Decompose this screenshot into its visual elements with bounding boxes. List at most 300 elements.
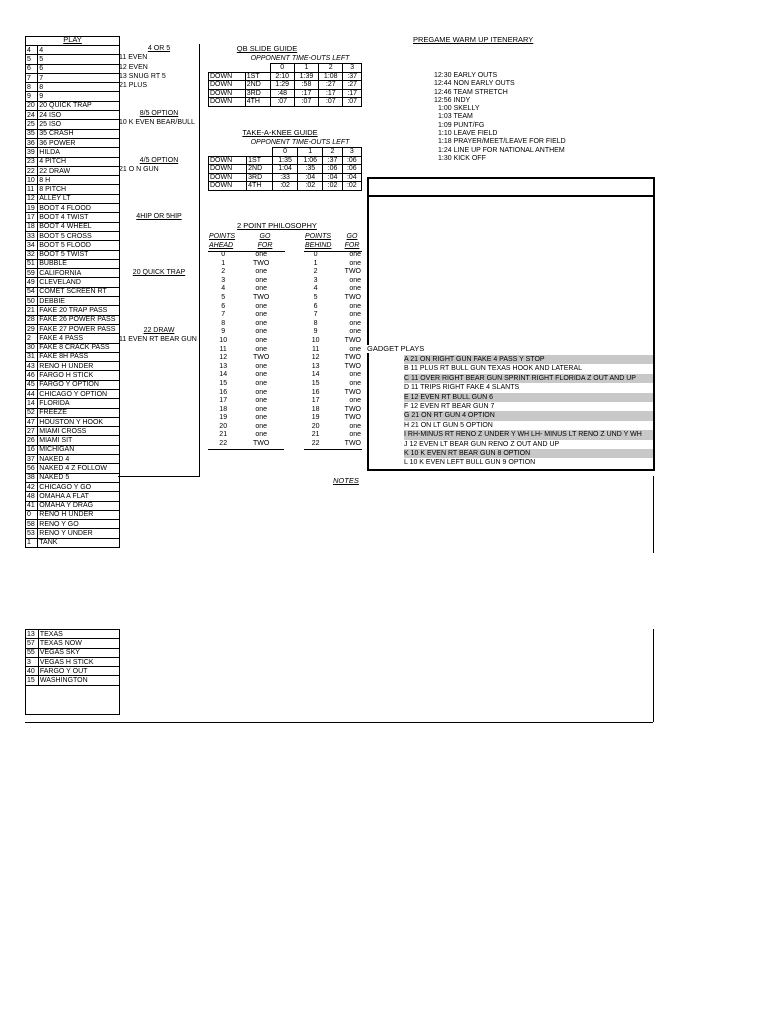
play-number: 59	[26, 269, 38, 278]
points-value: 3	[221, 276, 226, 284]
points-value: 17	[219, 397, 228, 405]
formation-item: 12 EVEN	[119, 63, 148, 71]
play-row	[26, 473, 120, 482]
timeouts-column-head: 0	[270, 64, 294, 73]
go-for-value: one	[349, 379, 361, 387]
time-cell: :27	[343, 81, 362, 90]
play-name: FAKE 27 POWER PASS	[38, 324, 120, 333]
play-row	[26, 278, 120, 287]
timeouts-column-head: 0	[272, 148, 297, 157]
down-label: DOWN	[209, 173, 247, 182]
schedule-item: 1:30 KICK OFF	[438, 154, 486, 162]
two-point-row	[304, 303, 362, 312]
schedule-item: 12:44 NON EARLY OUTS	[434, 80, 515, 88]
points-value: 7	[313, 311, 318, 319]
play-row	[26, 436, 120, 445]
play-row	[26, 417, 120, 426]
play-row	[26, 667, 120, 676]
group-heading-20-quick-trap: 20 QUICK TRAP	[132, 269, 186, 276]
time-cell: 1:29	[270, 81, 294, 90]
time-cell: :02	[298, 182, 323, 191]
play-row	[26, 83, 120, 92]
points-value: 8	[313, 319, 318, 327]
play-number: 12	[26, 194, 38, 203]
play-name: FARGO H STICK	[38, 371, 120, 380]
formation-item: 21 O N GUN	[119, 166, 159, 174]
play-number: 21	[26, 306, 38, 315]
play-number: 7	[26, 73, 38, 82]
play-name: 9	[38, 92, 120, 101]
play-row	[26, 138, 120, 147]
play-row	[26, 352, 120, 361]
go-for-value: one	[349, 251, 361, 258]
play-name: CHICAGO Y GO	[38, 482, 120, 491]
play-row	[26, 55, 120, 64]
go-for-value: one	[255, 422, 268, 430]
play-number: 37	[26, 455, 38, 464]
play-header: PLAY	[63, 35, 82, 44]
lower-region-line-bottom	[25, 722, 653, 723]
play-number: 29	[26, 324, 38, 333]
points-value: 9	[313, 328, 318, 336]
play-name: MICHIGAN	[38, 445, 120, 454]
timeouts-column-head: 3	[342, 148, 361, 157]
play-number: 2	[26, 334, 38, 343]
two-point-ahead-points-head: POINTS	[209, 233, 236, 240]
play-name: FAKE 26 POWER PASS	[38, 315, 120, 324]
points-value: 18	[219, 405, 228, 413]
play-row	[26, 520, 120, 529]
play-row	[26, 148, 120, 157]
points-value: 1	[313, 259, 318, 267]
notes-border	[118, 476, 654, 553]
go-for-value: TWO	[344, 336, 361, 344]
go-for-value: TWO	[344, 293, 361, 301]
play-name: CLEVELAND	[38, 278, 120, 287]
play-row	[26, 371, 120, 380]
down-number: 4TH	[245, 98, 270, 107]
play-row	[26, 73, 120, 82]
play-row	[26, 630, 120, 639]
formation-item: 13 SNUG RT 5	[119, 72, 166, 80]
two-point-row	[304, 363, 362, 372]
play-row	[26, 343, 120, 352]
play-row	[26, 287, 120, 296]
play-row	[26, 399, 120, 408]
two-point-row	[208, 277, 284, 286]
play-row	[26, 185, 120, 194]
play-number: 46	[26, 371, 38, 380]
points-value: 10	[219, 336, 228, 344]
play-name: BOOT 4 FLOOD	[38, 204, 120, 213]
play-number: 58	[26, 520, 38, 529]
play-name: BUBBLE	[38, 259, 120, 268]
go-for-value: one	[255, 302, 268, 310]
points-value: 15	[311, 379, 320, 387]
play-number: 48	[26, 492, 38, 501]
go-for-value: one	[349, 422, 361, 430]
points-value: 20	[219, 422, 228, 430]
play-name: RENO H UNDER	[38, 362, 120, 371]
play-row	[26, 482, 120, 491]
play-name: ALLEY LT	[38, 194, 120, 203]
play-row	[26, 176, 120, 185]
grid-row	[209, 173, 362, 182]
play-row	[26, 510, 120, 519]
gadget-list	[404, 355, 653, 468]
pregame-schedule	[434, 72, 566, 163]
points-value: 11	[311, 345, 320, 353]
play-row	[26, 213, 120, 222]
play-number: 52	[26, 408, 38, 417]
play-name: 4	[38, 46, 120, 55]
two-point-row	[208, 294, 284, 303]
go-for-value: TWO	[344, 414, 361, 422]
points-value: 0	[313, 251, 318, 258]
grid-row	[209, 72, 362, 81]
grid-row	[209, 156, 362, 165]
two-point-row	[208, 311, 284, 320]
play-name: MIAMI SIT	[38, 436, 120, 445]
two-point-row	[304, 423, 362, 432]
play-name: FARGO Y OUT	[38, 667, 119, 676]
two-point-row	[208, 260, 284, 269]
play-number: 9	[26, 92, 38, 101]
gadget-play: K 10 K EVEN RT BEAR GUN 8 OPTION	[404, 449, 653, 458]
play-number: 31	[26, 352, 38, 361]
go-for-value: TWO	[344, 440, 361, 448]
time-cell: :33	[272, 173, 297, 182]
time-cell: :58	[294, 81, 318, 90]
two-point-row	[304, 397, 362, 406]
time-cell: :37	[343, 72, 362, 81]
play-name: VEGAS SKY	[38, 648, 119, 657]
points-value: 5	[313, 293, 318, 301]
two-point-row	[208, 328, 284, 337]
play-row	[26, 639, 120, 648]
two-point-row	[304, 431, 362, 440]
play-name: BOOT 5 FLOOD	[38, 241, 120, 250]
points-value: 2	[221, 268, 226, 276]
schedule-item: 1:24 LINE UP FOR NATIONAL ANTHEM	[438, 146, 565, 154]
play-name: HILDA	[38, 148, 120, 157]
time-cell: :17	[319, 89, 343, 98]
play-name: BOOT 4 WHEEL	[38, 222, 120, 231]
thick-box-top	[367, 177, 655, 197]
points-value: 4	[313, 285, 318, 293]
points-value: 2	[313, 268, 318, 276]
two-point-row	[304, 414, 362, 423]
play-number: 44	[26, 389, 38, 398]
play-name: 22 DRAW	[38, 166, 120, 175]
points-value: 16	[219, 388, 228, 396]
time-cell: :35	[298, 165, 323, 174]
time-cell: 2:10	[270, 72, 294, 81]
play-row	[26, 222, 120, 231]
play-number: 3	[26, 657, 39, 666]
go-for-value: one	[255, 379, 268, 387]
play-number: 19	[26, 204, 38, 213]
schedule-item: 1:18 PRAYER/MEET/LEAVE FOR FIELD	[438, 138, 566, 146]
two-point-row	[208, 371, 284, 380]
play-number: 41	[26, 501, 38, 510]
play-row	[26, 111, 120, 120]
gadget-play: H 21 ON LT GUN 5 OPTION	[404, 421, 493, 429]
timeouts-column-head: 3	[343, 64, 362, 73]
play-name: 25 ISO	[38, 120, 120, 129]
time-cell: :04	[323, 173, 342, 182]
points-value: 13	[219, 362, 228, 370]
go-for-value: one	[255, 276, 268, 284]
play-row	[26, 297, 120, 306]
go-for-value: one	[255, 251, 268, 258]
play-number: 16	[26, 445, 38, 454]
two-point-ahead-table	[208, 251, 284, 450]
play-name: RENO Y UNDER	[38, 529, 120, 538]
formation-item: 11 EVEN RT BEAR GUN	[119, 336, 197, 344]
down-label: DOWN	[209, 182, 247, 191]
points-value: 7	[221, 311, 226, 319]
points-value: 13	[311, 362, 320, 370]
play-row	[26, 657, 120, 666]
play-name: TEXAS	[38, 630, 119, 639]
go-for-value: one	[349, 397, 361, 405]
gadget-title: GADGET PLAYS	[367, 344, 425, 353]
two-point-row	[304, 320, 362, 329]
go-for-value: one	[349, 319, 361, 327]
grid-row	[209, 182, 362, 191]
play-number: 4	[26, 46, 38, 55]
grid-row	[209, 89, 362, 98]
take-knee-subtitle: OPPONENT TIME-OUTS LEFT	[250, 139, 350, 146]
grid-row	[209, 81, 362, 90]
two-point-row	[304, 285, 362, 294]
time-cell: :48	[270, 89, 294, 98]
down-number: 3RD	[245, 89, 270, 98]
time-cell: 1:04	[272, 165, 297, 174]
down-label: DOWN	[209, 98, 246, 107]
play-row	[26, 315, 120, 324]
go-for-value: TWO	[253, 440, 270, 448]
gadget-play: F 12 EVEN RT BEAR GUN 7	[404, 402, 495, 410]
grid-header-row	[209, 148, 362, 157]
go-for-value: TWO	[253, 259, 270, 267]
play-number: 11	[26, 185, 38, 194]
play-number: 45	[26, 380, 38, 389]
time-cell: :06	[323, 165, 342, 174]
play-name: FLORIDA	[38, 399, 120, 408]
go-for-value: one	[349, 302, 361, 310]
play-number: 10	[26, 176, 38, 185]
time-cell: 1:39	[294, 72, 318, 81]
down-number: 1ST	[245, 72, 270, 81]
two-point-for-head-2: FOR	[344, 242, 360, 249]
pregame-title: PREGAME WARM UP ITENERARY	[413, 35, 534, 44]
two-point-row	[208, 251, 284, 260]
schedule-item: 1:10 LEAVE FIELD	[438, 130, 498, 138]
two-point-row	[208, 285, 284, 294]
play-name: FAKE 8 CRACK PASS	[38, 343, 120, 352]
grid-row	[209, 165, 362, 174]
two-point-row	[208, 380, 284, 389]
two-point-row	[208, 346, 284, 355]
two-point-row	[304, 354, 362, 363]
play-name: BOOT 5 CROSS	[38, 231, 120, 240]
two-point-row	[304, 260, 362, 269]
group-heading-22-draw: 22 DRAW	[143, 327, 175, 334]
play-row	[26, 445, 120, 454]
two-point-line-a	[208, 251, 285, 252]
two-point-row	[208, 363, 284, 372]
grid-header-row	[209, 64, 362, 73]
points-value: 19	[219, 414, 228, 422]
go-for-value: one	[255, 397, 268, 405]
gadget-play: I RH-MINUS RT RENO Z UNDER Y WH LH- MINUS LT RENO Z UND Y WH	[404, 430, 653, 439]
two-point-line-b	[304, 251, 362, 252]
schedule-item: 12:30 EARLY OUTS	[434, 72, 498, 79]
go-for-value: one	[349, 431, 361, 439]
time-cell: :37	[323, 156, 342, 165]
play-row	[26, 648, 120, 657]
go-for-value: one	[255, 319, 268, 327]
timeouts-column-head: 1	[298, 148, 323, 157]
down-label: DOWN	[209, 156, 247, 165]
two-point-for-head: FOR	[257, 242, 273, 249]
play-number: 18	[26, 222, 38, 231]
play-number: 25	[26, 120, 38, 129]
play-row	[26, 427, 120, 436]
formation-item: 21 PLUS	[119, 82, 148, 90]
play-name: 35 CRASH	[38, 129, 120, 138]
play-number: 42	[26, 482, 38, 491]
two-point-go-head: GO	[259, 233, 271, 240]
play-number: 1	[26, 538, 38, 547]
play-name: 6	[38, 64, 120, 73]
play-number: 55	[26, 648, 39, 657]
points-value: 5	[221, 293, 226, 301]
two-point-row	[304, 406, 362, 415]
group-heading-4-5-option: 4/5 OPTION	[139, 157, 179, 164]
points-value: 15	[219, 379, 228, 387]
points-value: 14	[219, 371, 228, 379]
play-number: 53	[26, 529, 38, 538]
play-row	[26, 501, 120, 510]
play-name: RENO H UNDER	[38, 510, 120, 519]
down-label: DOWN	[209, 72, 246, 81]
down-label: DOWN	[209, 81, 246, 90]
play-number: 0	[26, 510, 38, 519]
qb-slide-subtitle: OPPONENT TIME-OUTS LEFT	[250, 55, 350, 62]
points-value: 4	[221, 285, 226, 293]
play-number: 20	[26, 101, 38, 110]
two-point-row	[304, 337, 362, 346]
points-value: 6	[221, 302, 226, 310]
play-list-table-2	[25, 629, 120, 715]
play-row	[26, 250, 120, 259]
play-number: 35	[26, 129, 38, 138]
play-name: RENO Y GO	[38, 520, 120, 529]
go-for-value: one	[255, 336, 268, 344]
group-heading-8-5-option: 8/5 OPTION	[139, 110, 179, 118]
go-for-value: one	[255, 345, 268, 353]
play-name: FAKE 4 PASS	[38, 334, 120, 343]
points-value: 17	[311, 397, 320, 405]
points-value: 1	[221, 259, 226, 267]
time-cell: :06	[342, 156, 361, 165]
gadget-play: D 11 TRIPS RIGHT FAKE 4 SLANTS	[404, 384, 520, 392]
play-row	[26, 324, 120, 333]
two-point-behind-head: BEHIND	[305, 242, 332, 249]
time-cell: 1:08	[319, 72, 343, 81]
points-value: 6	[313, 302, 318, 310]
gadget-play: B 11 PLUS RT BULL GUN TEXAS HOOK AND LATERAL	[404, 365, 583, 373]
points-value: 19	[311, 414, 320, 422]
play-number: 56	[26, 464, 38, 473]
points-value: 3	[313, 276, 318, 284]
play-number: 38	[26, 473, 38, 482]
time-cell: 1:06	[298, 156, 323, 165]
go-for-value: one	[255, 285, 268, 293]
points-value: 18	[311, 405, 320, 413]
play-name: 24 ISO	[38, 111, 120, 120]
play-name: FARGO Y OPTION	[38, 380, 120, 389]
time-cell: :07	[319, 98, 343, 107]
play-number: 33	[26, 231, 38, 240]
go-for-value: TWO	[253, 293, 270, 301]
gadget-play: A 21 ON RIGHT GUN FAKE 4 PASS Y STOP	[404, 355, 653, 364]
schedule-item: 12:46 TEAM STRETCH	[434, 88, 508, 96]
gadget-play: J 12 EVEN LT BEAR GUN RENO Z OUT AND UP	[404, 440, 560, 448]
play-row	[26, 92, 120, 101]
play-number: 22	[26, 166, 38, 175]
points-value: 14	[311, 371, 320, 379]
go-for-value: one	[349, 276, 361, 284]
two-point-row	[208, 423, 284, 432]
play-row	[26, 166, 120, 175]
points-value: 22	[219, 440, 228, 448]
play-name: FAKE 8H PASS	[38, 352, 120, 361]
go-for-value: one	[349, 285, 361, 293]
play-name: DEBBIE	[38, 297, 120, 306]
points-value: 11	[219, 345, 227, 353]
play-name: CALIFORNIA	[38, 269, 120, 278]
play-name: MIAMI CROSS	[38, 427, 120, 436]
lower-region-line-top	[118, 629, 654, 722]
points-value: 12	[311, 354, 320, 362]
play-number: 47	[26, 417, 38, 426]
play-number: 40	[26, 667, 39, 676]
play-row	[26, 101, 120, 110]
two-point-row	[304, 277, 362, 286]
two-point-row	[304, 311, 362, 320]
play-row	[26, 120, 120, 129]
play-row	[26, 157, 120, 166]
two-point-go-head-2: GO	[346, 233, 358, 240]
play-number: 15	[26, 676, 39, 685]
play-row	[26, 64, 120, 73]
points-value: 0	[221, 251, 226, 258]
group-heading-4-or-5: 4 OR 5	[147, 45, 171, 52]
play-row	[26, 389, 120, 398]
play-number: 24	[26, 111, 38, 120]
go-for-value: one	[255, 328, 268, 336]
play-number: 27	[26, 427, 38, 436]
play-row	[26, 492, 120, 501]
two-point-row	[304, 268, 362, 277]
play-name: OMAHA Y DRAG	[38, 501, 120, 510]
play-row	[26, 529, 120, 538]
down-label: DOWN	[209, 165, 247, 174]
